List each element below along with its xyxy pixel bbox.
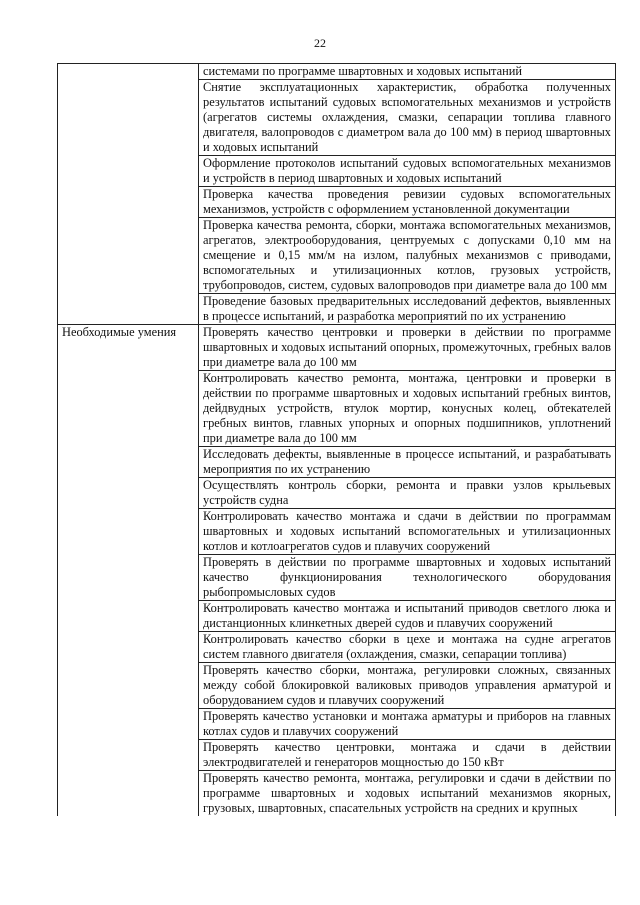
table-cell: Контролировать качество монтажа и испытаний приводов светлого люка и дистанционных клинкетных дверей судов и плавучих сооружений [199, 601, 616, 632]
page-number: 22 [314, 36, 326, 50]
table-cell: Контролировать качество сборки в цехе и монтажа на судне агрегатов систем главного двигателя (охлаждения, смазки, сепарации топлива) [199, 632, 616, 663]
table-cell: Проверка качества проведения ревизии судовых вспомогательных механизмов, устройств с оформлением установленной документации [199, 187, 616, 218]
table-cell: Проверять качество ремонта, монтажа, регулировки и сдачи в действии по программе швартовных и ходовых испытаний механизмов якорных, грузовых, швартовных, спасательных устройств на средних и крупных [199, 771, 616, 817]
table-cell: Проверять качество сборки, монтажа, регулировки сложных, связанных между собой блокировкой валиковых приводов управления арматурой и оборудованием судов и плавучих сооружений [199, 663, 616, 709]
table-cell: Контролировать качество монтажа и сдачи в действии по программам швартовных и ходовых испытаний вспомогательных и утилизационных котлов и котлоагрегатов судов и плавучих сооружений [199, 509, 616, 555]
row-label-cell: Необходимые умения [58, 325, 199, 817]
table-cell: Исследовать дефекты, выявленные в процессе испытаний, и разрабатывать мероприятия по их устранению [199, 447, 616, 478]
table-cell: Осуществлять контроль сборки, ремонта и правки узлов крыльевых устройств судна [199, 478, 616, 509]
table-cell: Оформление протоколов испытаний судовых вспомогательных механизмов и устройств в период швартовных и ходовых испытаний [199, 156, 616, 187]
table-cell: Проверять качество центровки, монтажа и сдачи в действии электродвигателей и генераторов мощностью до 150 кВт [199, 740, 616, 771]
table-cell: Проверять качество установки и монтажа арматуры и приборов на главных котлах судов и плавучих сооружений [199, 709, 616, 740]
table-cell: Проверять качество центровки и проверки в действии по программе швартовных и ходовых испытаний опорных, промежуточных, гребных валов при диаметре вала до 100 мм [199, 325, 616, 371]
table-cell: системами по программе швартовных и ходовых испытаний [199, 64, 616, 80]
table-cell: Проведение базовых предварительных исследований дефектов, выявленных в процессе испытаний, и разработка мероприятий по их устранению [199, 294, 616, 325]
table-row [58, 325, 616, 371]
table-cell: Проверять в действии по программе швартовных и ходовых испытаний качество функционирования технологического оборудования рыбопромысловых судов [199, 555, 616, 601]
table-cell: Снятие эксплуатационных характеристик, обработка полученных результатов испытаний судовых вспомогательных механизмов и устройств (агрегатов системы охлаждения, смазки, сепарации топлива главного двигателя, валопроводов с диаметром вала до 100 мм) в период швартовных и ходовых испытаний [199, 80, 616, 156]
competency-table [57, 63, 616, 816]
table-row [58, 64, 616, 80]
table-cell: Проверка качества ремонта, сборки, монтажа вспомогательных механизмов, агрегатов, электрооборудования, центруемых с допусками 0,10 мм на смещение и 0,15 мм/м на излом, палубных механизмов с приводами, вспомогательных и утилизационных котлов, грузовых устройств, трубопроводов, систем, судовых валопроводов при диаметре вала до 100 мм [199, 218, 616, 294]
row-label-cell [58, 64, 199, 325]
table-cell: Контролировать качество ремонта, монтажа, центровки и проверки в действии по программе швартовных и ходовых испытаний гребных винтов, дейдвудных устройств, втулок мортир, конусных колец, обтекателей гребных винтов, главных упорных и опорных подшипников, уплотнений при диаметре вала до 100 мм [199, 371, 616, 447]
